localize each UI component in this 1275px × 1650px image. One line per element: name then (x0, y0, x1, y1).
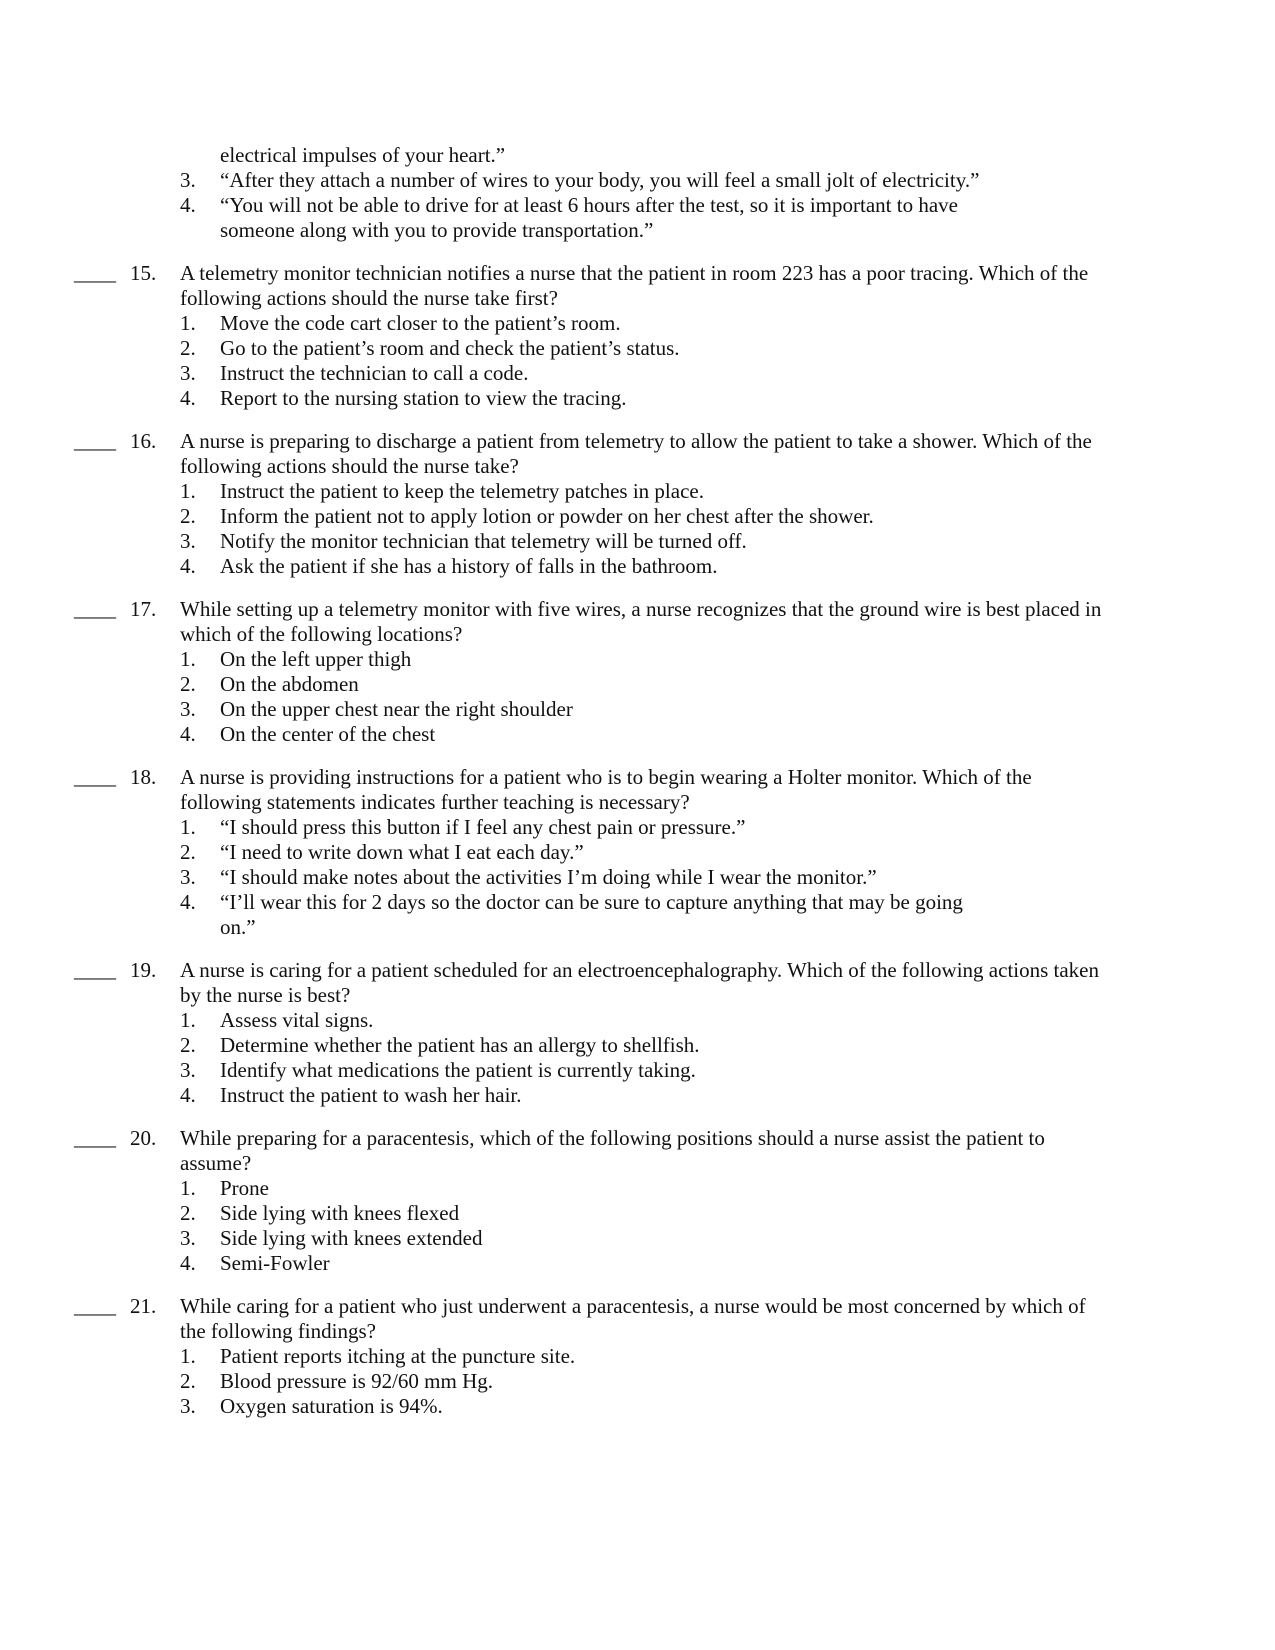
answer-blank: ____ (74, 597, 116, 621)
option-text-line: Report to the nursing station to view the tracing. (220, 386, 627, 410)
answer-option (0, 672, 1275, 697)
answer-option (0, 361, 1275, 386)
option-text-line: on.” (220, 915, 256, 939)
answer-blank: ____ (74, 1294, 116, 1318)
option-number: 3. (180, 361, 196, 385)
option-number: 3. (180, 1058, 196, 1082)
option-text-line: “I need to write down what I eat each day.” (220, 840, 584, 864)
option-number: 1. (180, 647, 196, 671)
answer-option (0, 386, 1275, 411)
answer-blank: ____ (74, 958, 116, 982)
option-text-line: On the abdomen (220, 672, 359, 696)
answer-option (0, 647, 1275, 672)
answer-option (0, 168, 1275, 193)
question-stem-line: While preparing for a paracentesis, which of the following positions should a nurse assist the patient to (180, 1126, 1045, 1150)
question-stem-line: following statements indicates further teaching is necessary? (180, 790, 690, 814)
answer-option (0, 890, 1275, 940)
answer-option (0, 865, 1275, 890)
question-item (0, 261, 1275, 411)
question-stem-line: A nurse is preparing to discharge a patient from telemetry to allow the patient to take a shower. Which of the (180, 429, 1092, 453)
option-number: 2. (180, 672, 196, 696)
question-number: 16. (130, 429, 157, 453)
option-number: 3. (180, 1226, 196, 1250)
answer-blank: ____ (74, 765, 116, 789)
continued-question (0, 143, 1275, 243)
option-number: 1. (180, 1344, 196, 1368)
option-number: 2. (180, 1201, 196, 1225)
option-number: 3. (180, 168, 196, 192)
option-text-line: Determine whether the patient has an allergy to shellfish. (220, 1033, 700, 1057)
option-number: 3. (180, 697, 196, 721)
question-item (0, 597, 1275, 747)
option-text-line: “I should make notes about the activities I’m doing while I wear the monitor.” (220, 865, 877, 889)
question-number: 21. (130, 1294, 157, 1318)
document-page (0, 143, 1275, 1419)
answer-option (0, 1394, 1275, 1419)
option-number: 4. (180, 890, 196, 914)
answer-option (0, 193, 1275, 243)
question-stem (180, 1126, 1275, 1176)
option-text-line: “You will not be able to drive for at least 6 hours after the test, so it is important to have (220, 193, 958, 217)
answer-option (0, 815, 1275, 840)
question-stem (180, 597, 1275, 647)
option-text-line: Inform the patient not to apply lotion or powder on her chest after the shower. (220, 504, 874, 528)
answer-option (0, 311, 1275, 336)
option-number: 4. (180, 386, 196, 410)
question-stem-line: A nurse is providing instructions for a patient who is to begin wearing a Holter monitor. Which of the (180, 765, 1032, 789)
option-text-line: Move the code cart closer to the patient’s room. (220, 311, 621, 335)
question-stem-line: assume? (180, 1151, 252, 1175)
option-number: 3. (180, 1394, 196, 1418)
question-stem-line: A nurse is caring for a patient scheduled for an electroencephalography. Which of the following actions taken (180, 958, 1100, 982)
question-number: 18. (130, 765, 157, 789)
answer-option (0, 840, 1275, 865)
answer-option (0, 697, 1275, 722)
option-text-line: Oxygen saturation is 94%. (220, 1394, 443, 1418)
option-text-line: On the center of the chest (220, 722, 436, 746)
option-number: 3. (180, 529, 196, 553)
option-text-line: On the left upper thigh (220, 647, 412, 671)
option-text-line: Semi-Fowler (220, 1251, 330, 1275)
question-stem-line: A telemetry monitor technician notifies a nurse that the patient in room 223 has a poor tracing. Which of the (180, 261, 1089, 285)
question-stem-line: following actions should the nurse take? (180, 454, 519, 478)
answer-option (0, 504, 1275, 529)
answer-option (0, 1369, 1275, 1394)
option-number: 4. (180, 1251, 196, 1275)
question-stem-line: While caring for a patient who just underwent a paracentesis, a nurse would be most concerned by which of (180, 1294, 1086, 1318)
question-stem (180, 429, 1275, 479)
answer-option (0, 1176, 1275, 1201)
answer-option (0, 554, 1275, 579)
answer-option (0, 1344, 1275, 1369)
question-stem (180, 958, 1275, 1008)
question-item (0, 429, 1275, 579)
option-text-line: “After they attach a number of wires to your body, you will feel a small jolt of electricity.” (220, 168, 980, 192)
answer-option (0, 336, 1275, 361)
question-stem-line: by the nurse is best? (180, 983, 351, 1007)
option-text-line: Instruct the technician to call a code. (220, 361, 529, 385)
option-text-line: Go to the patient’s room and check the patient’s status. (220, 336, 680, 360)
option-number: 4. (180, 722, 196, 746)
option-text-line: Side lying with knees extended (220, 1226, 483, 1250)
question-stem-line: the following findings? (180, 1319, 376, 1343)
option-text-line: Instruct the patient to keep the telemetry patches in place. (220, 479, 704, 503)
answer-option (0, 1251, 1275, 1276)
question-number: 15. (130, 261, 157, 285)
answer-option (0, 722, 1275, 747)
question-stem-line: While setting up a telemetry monitor with five wires, a nurse recognizes that the ground wire is best placed in (180, 597, 1102, 621)
question-stem (180, 261, 1275, 311)
option-text-line: Blood pressure is 92/60 mm Hg. (220, 1369, 493, 1393)
question-stem-line: which of the following locations? (180, 622, 463, 646)
question-item (0, 1126, 1275, 1276)
answer-option (0, 529, 1275, 554)
answer-option (0, 1083, 1275, 1108)
option-number: 3. (180, 865, 196, 889)
question-item (0, 958, 1275, 1108)
option-text-line: Patient reports itching at the puncture site. (220, 1344, 576, 1368)
option-number: 1. (180, 1176, 196, 1200)
option-text-line: Notify the monitor technician that telemetry will be turned off. (220, 529, 747, 553)
question-item (0, 765, 1275, 940)
option-number: 2. (180, 1033, 196, 1057)
question-stem (180, 1294, 1275, 1344)
option-text-line: Side lying with knees flexed (220, 1201, 460, 1225)
answer-option (0, 1226, 1275, 1251)
option-number: 2. (180, 336, 196, 360)
option-text-line: Assess vital signs. (220, 1008, 374, 1032)
option-number: 1. (180, 815, 196, 839)
option-text-line: Identify what medications the patient is currently taking. (220, 1058, 696, 1082)
option-number: 4. (180, 193, 196, 217)
question-item (0, 1294, 1275, 1419)
question-list (0, 261, 1275, 1419)
option-number: 2. (180, 1369, 196, 1393)
answer-blank: ____ (74, 261, 116, 285)
continued-text-line: electrical impulses of your heart.” (220, 143, 506, 167)
question-stem-line: following actions should the nurse take first? (180, 286, 558, 310)
question-stem (180, 765, 1275, 815)
question-number: 17. (130, 597, 157, 621)
option-text-line: Prone (220, 1176, 269, 1200)
question-number: 20. (130, 1126, 157, 1150)
answer-option (0, 479, 1275, 504)
answer-blank: ____ (74, 429, 116, 453)
answer-option (0, 1201, 1275, 1226)
answer-option (0, 1008, 1275, 1033)
answer-option (0, 1058, 1275, 1083)
option-number: 2. (180, 504, 196, 528)
answer-blank: ____ (74, 1126, 116, 1150)
option-text-line: On the upper chest near the right shoulder (220, 697, 573, 721)
option-text-line: someone along with you to provide transportation.” (220, 218, 654, 242)
option-number: 4. (180, 554, 196, 578)
option-text-line: Instruct the patient to wash her hair. (220, 1083, 522, 1107)
option-number: 1. (180, 311, 196, 335)
option-number: 1. (180, 479, 196, 503)
option-text-line: Ask the patient if she has a history of falls in the bathroom. (220, 554, 718, 578)
option-number: 2. (180, 840, 196, 864)
answer-option (0, 1033, 1275, 1058)
option-number: 1. (180, 1008, 196, 1032)
option-text-line: “I should press this button if I feel any chest pain or pressure.” (220, 815, 746, 839)
question-number: 19. (130, 958, 157, 982)
option-number: 4. (180, 1083, 196, 1107)
option-text-line: “I’ll wear this for 2 days so the doctor can be sure to capture anything that may be going (220, 890, 963, 914)
